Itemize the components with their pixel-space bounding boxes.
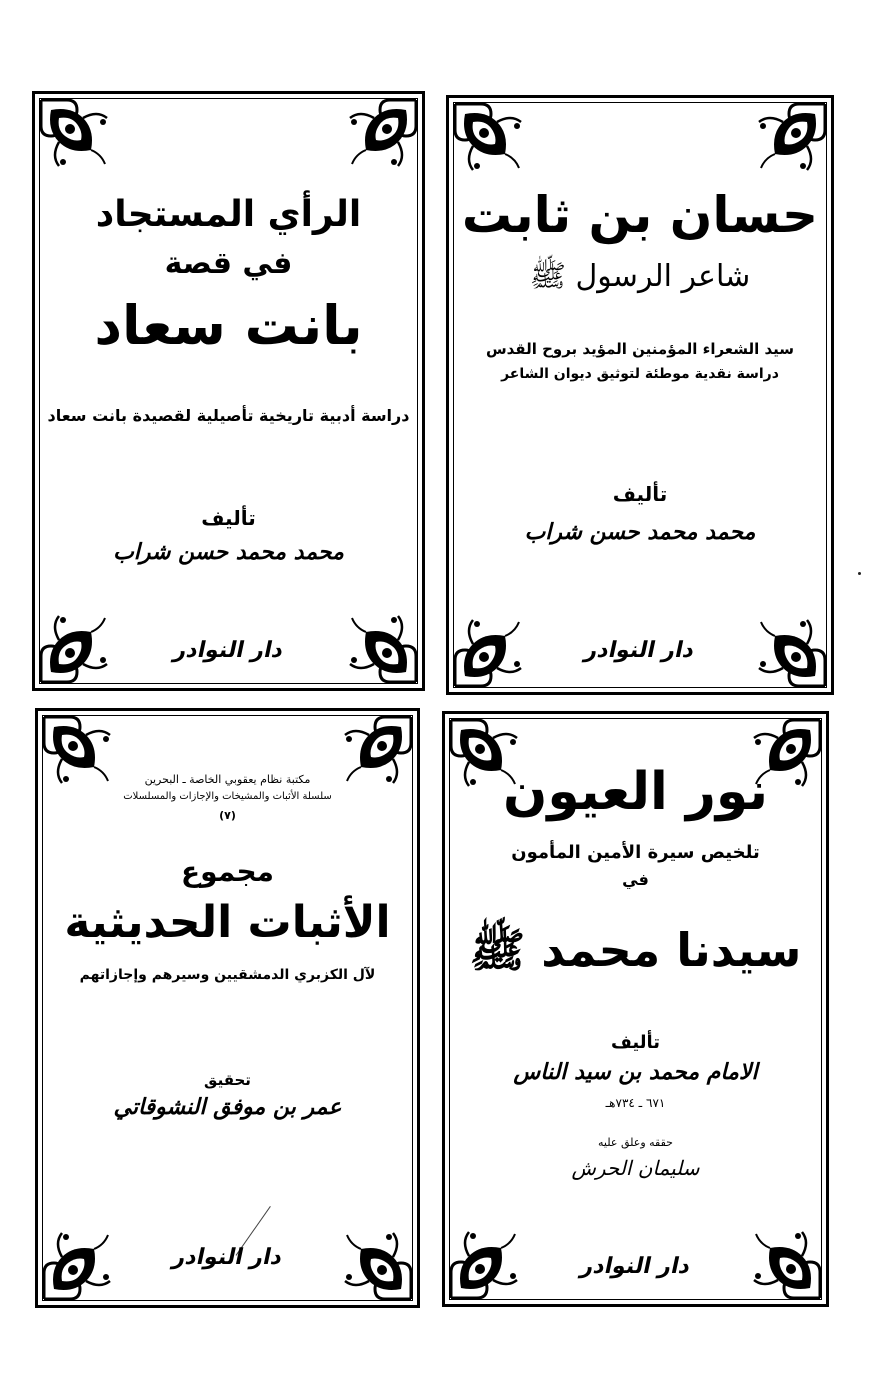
floral-corner-icon [346,96,420,170]
book-cover-athbat [35,708,420,1308]
series-line-1: مكتبة نظام يعقوبي الخاصة ـ البحرين [144,773,311,786]
author-label: تأليف [201,506,256,530]
author-name: محمد محمد حسن شراب [113,540,344,565]
title-line-3: سيدنا محمد ﷺ [469,923,802,977]
publisher-name: دار النوادر [582,638,698,663]
book-subtitle: دراسة أدبية تاريخية تأصيلية لقصيدة بانت سعاد [47,406,410,425]
book-title: حسان بن ثابت [461,186,819,244]
book-title: الأثبات الحديثية [64,897,391,948]
editor-name: سليمان الحرش [571,1156,700,1180]
book-cover-hassan [446,95,834,695]
inner-border [42,715,413,1301]
book-cover-nur-al-uyun [442,711,829,1307]
title-line-1: تلخيص سيرة الأمين المأمون [511,842,760,863]
series-line-2: سلسلة الأثبات والمشيخات والإجازات والمسلسلات [123,791,332,802]
stray-mark [858,572,861,575]
author-name: محمد محمد حسن شراب [524,520,756,545]
floral-corner-icon [451,100,525,174]
editor-label: تحقيق [204,1071,251,1089]
editor-name: عمر بن موفق النشوقاتي [113,1095,342,1120]
description-line-2: دراسة نقدية موطئة لتوثيق ديوان الشاعر [501,366,779,382]
author-name: الامام محمد بن سيد الناس [513,1060,758,1085]
book-title: نور العيون [502,762,769,822]
author-dates: ٦٧١ ـ ٧٣٤هـ [605,1096,666,1110]
editor-label: حققه وعلق عليه [598,1136,673,1149]
title-line-1: مجموع [181,855,274,888]
book-subtitle: شاعر الرسول ﷺ [529,259,751,294]
inner-border [39,98,418,684]
author-label: تأليف [612,482,668,506]
publisher-name: دار النوادر [170,1245,285,1270]
publisher-name: دار النوادر [171,638,286,663]
book-subtitle: لآل الكزبري الدمشقيين وسيرهم وإجازاتهم [79,967,376,983]
title-line-1: الرأي المستجاد [95,194,362,235]
description-line-1: سيد الشعراء المؤمنين المؤيد بروح القدس [485,340,795,358]
book-cover-banat-suad [32,91,425,691]
floral-corner-icon [755,100,829,174]
author-label: تأليف [610,1032,661,1053]
title-line-2: في قصة [164,246,293,281]
book-title: بانت سعاد [94,294,363,357]
title-line-2: في [622,870,649,889]
series-number: (٧) [219,809,236,822]
publisher-name: دار النوادر [578,1254,693,1279]
floral-corner-icon [37,96,111,170]
